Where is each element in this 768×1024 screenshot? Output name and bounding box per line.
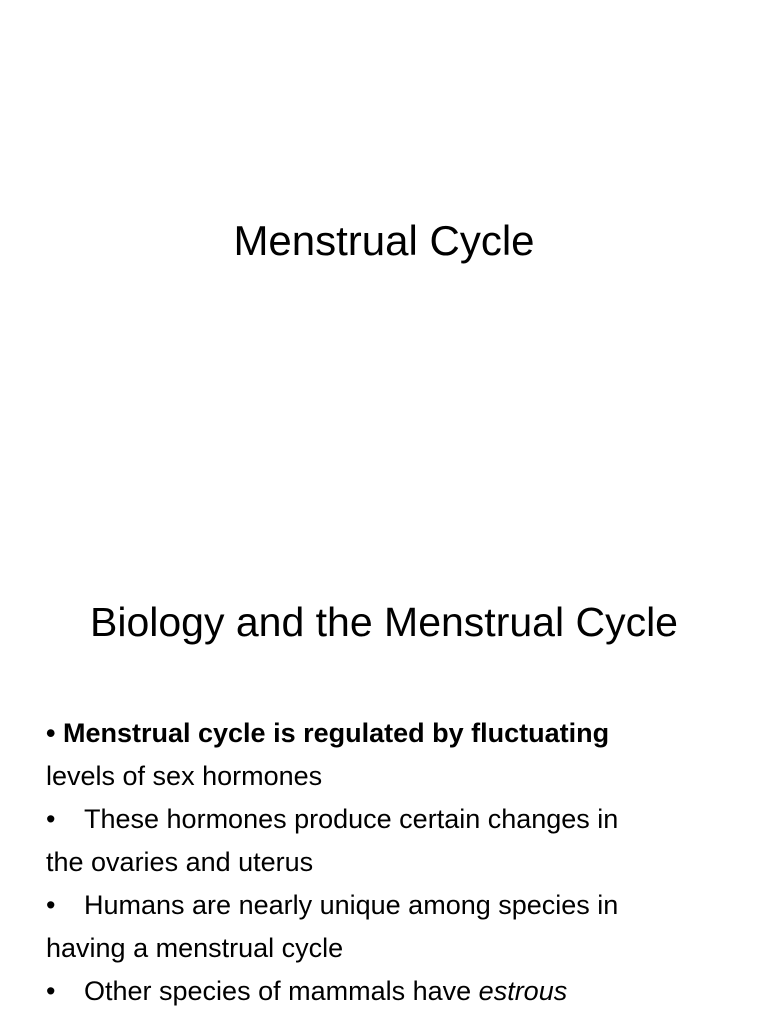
slide-title-biology: Biology and the Menstrual Cycle bbox=[90, 599, 678, 645]
bullet-item bbox=[46, 798, 736, 884]
bullet-dot: • bbox=[46, 718, 56, 748]
bullet-dot: • bbox=[46, 890, 56, 920]
bullet-dot: • bbox=[46, 804, 56, 834]
bullet-item bbox=[46, 712, 736, 798]
bullet-item bbox=[46, 970, 736, 1013]
slide-title-menstrual-cycle: Menstrual Cycle bbox=[233, 217, 535, 264]
bullet-list bbox=[46, 712, 736, 1013]
bullet-dot: • bbox=[46, 976, 56, 1006]
bullet-text-line2: having a menstrual cycle bbox=[46, 933, 344, 963]
bullet-text-line1: These hormones produce certain changes in bbox=[84, 804, 619, 834]
bullet-text-line1: Other species of mammals have bbox=[84, 976, 472, 1006]
bullet-text-line2: levels of sex hormones bbox=[46, 761, 323, 791]
bullet-text-line1: Humans are nearly unique among species in bbox=[84, 890, 619, 920]
bullet-item bbox=[46, 884, 736, 970]
bullet-text-line2: the ovaries and uterus bbox=[46, 847, 314, 877]
bullet-text-line1: Menstrual cycle is regulated by fluctuating bbox=[62, 718, 610, 748]
bullet-text-emphasis: estrous bbox=[478, 976, 568, 1006]
